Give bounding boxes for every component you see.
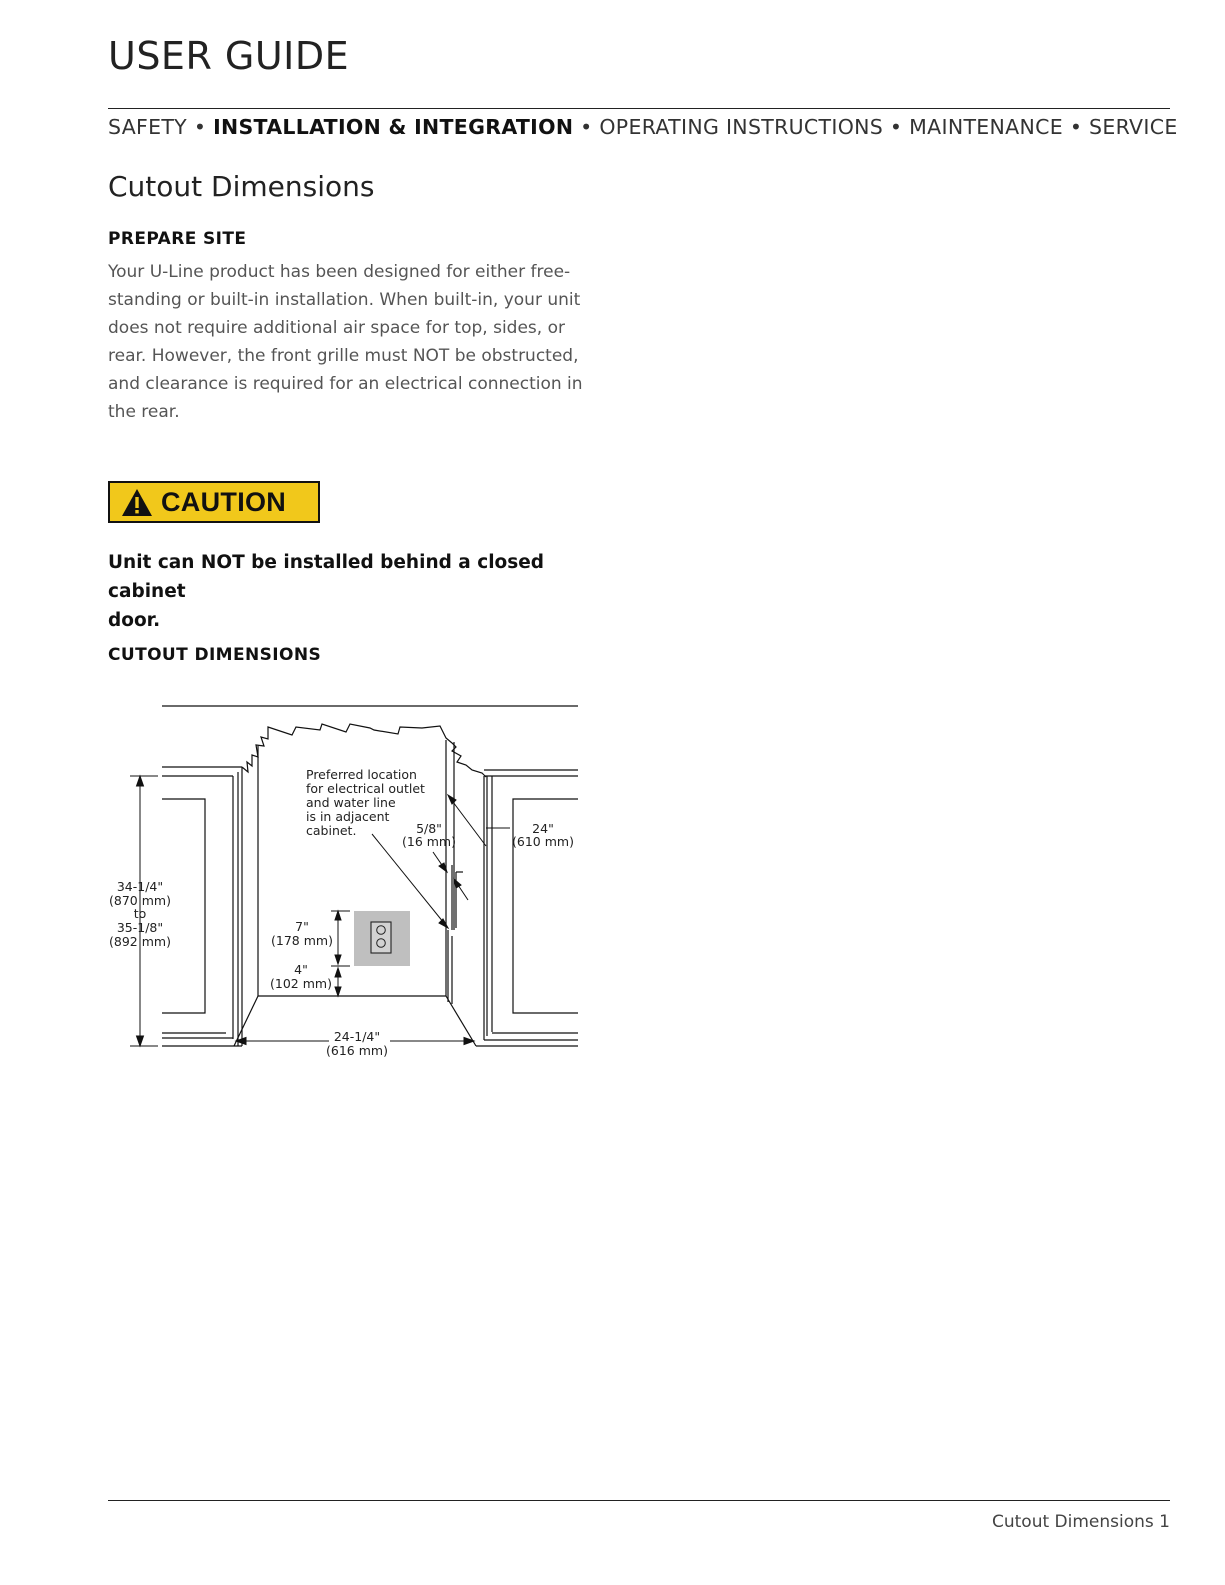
nav-separator: • bbox=[889, 115, 903, 139]
panel-thickness-label bbox=[402, 821, 456, 849]
page-footer: Cutout Dimensions 1 bbox=[992, 1512, 1170, 1532]
cutout-diagram bbox=[100, 700, 590, 1070]
callout-text: is in adjacent bbox=[306, 809, 390, 824]
dimension-text: 24" bbox=[532, 821, 554, 836]
opening-width-label bbox=[326, 1029, 388, 1058]
paragraph-line: rear. However, the front grille must NOT be obstructed, bbox=[108, 346, 579, 366]
dimension-text: (102 mm) bbox=[270, 976, 332, 991]
paragraph-line: standing or built-in installation. When built-in, your unit bbox=[108, 290, 581, 310]
callout-text: Preferred location bbox=[306, 767, 417, 782]
nav-separator: • bbox=[1069, 115, 1083, 139]
dimension-text: (610 mm) bbox=[512, 834, 574, 849]
dimension-text: (892 mm) bbox=[109, 934, 171, 949]
paragraph-line: does not require additional air space for top, sides, or bbox=[108, 318, 565, 338]
nav-item-installation[interactable]: INSTALLATION & INTEGRATION bbox=[213, 115, 574, 139]
prepare-site-heading: PREPARE SITE bbox=[108, 229, 247, 249]
outlet-icon bbox=[371, 922, 391, 953]
page-title: USER GUIDE bbox=[108, 34, 350, 78]
dimension-text: (16 mm) bbox=[402, 834, 456, 849]
dimension-text: 24-1/4" bbox=[333, 1029, 381, 1044]
caution-line: door. bbox=[108, 610, 161, 631]
dimension-text: (616 mm) bbox=[326, 1043, 388, 1058]
dimension-text: (178 mm) bbox=[271, 933, 333, 948]
dimension-text: 4" bbox=[294, 962, 308, 977]
paragraph-line: the rear. bbox=[108, 402, 180, 422]
nav-item-safety[interactable]: SAFETY bbox=[108, 115, 188, 139]
nav-item-service[interactable]: SERVICE bbox=[1089, 115, 1178, 139]
cutout-dimensions-heading: CUTOUT DIMENSIONS bbox=[108, 645, 322, 665]
height-label bbox=[109, 879, 171, 949]
header-rule bbox=[108, 108, 1170, 109]
dimension-text: 5/8" bbox=[416, 821, 442, 836]
warning-triangle-icon bbox=[121, 488, 153, 517]
prepare-site-paragraph bbox=[108, 258, 608, 426]
paragraph-line: Your U-Line product has been designed for either free- bbox=[108, 262, 571, 282]
section-title: Cutout Dimensions bbox=[108, 170, 375, 203]
nav-item-maintenance[interactable]: MAINTENANCE bbox=[909, 115, 1063, 139]
caution-badge bbox=[108, 481, 320, 523]
callout-text: and water line bbox=[306, 795, 396, 810]
outlet-height-label bbox=[271, 919, 333, 948]
cabinet-depth-label bbox=[512, 821, 574, 849]
paragraph-line: and clearance is required for an electrical connection in bbox=[108, 374, 583, 394]
dimension-text: 7" bbox=[295, 919, 309, 934]
dimension-text: 35-1/8" bbox=[116, 920, 164, 935]
caution-label: CAUTION bbox=[161, 486, 287, 517]
floor-clearance-label bbox=[270, 962, 332, 991]
section-nav bbox=[108, 115, 1178, 139]
dimension-text: to bbox=[133, 906, 147, 921]
footer-rule bbox=[108, 1500, 1170, 1501]
callout-label bbox=[306, 767, 425, 838]
nav-separator: • bbox=[193, 115, 207, 139]
dimension-text: (870 mm) bbox=[109, 893, 171, 908]
nav-separator: • bbox=[580, 115, 593, 139]
dimension-text: 34-1/4" bbox=[116, 879, 164, 894]
caution-message bbox=[108, 548, 618, 635]
nav-item-operating[interactable]: OPERATING INSTRUCTIONS bbox=[599, 115, 884, 139]
callout-text: for electrical outlet bbox=[306, 781, 425, 796]
callout-text: cabinet. bbox=[306, 823, 357, 838]
caution-line: Unit can NOT be installed behind a closed cabinet bbox=[108, 552, 545, 602]
